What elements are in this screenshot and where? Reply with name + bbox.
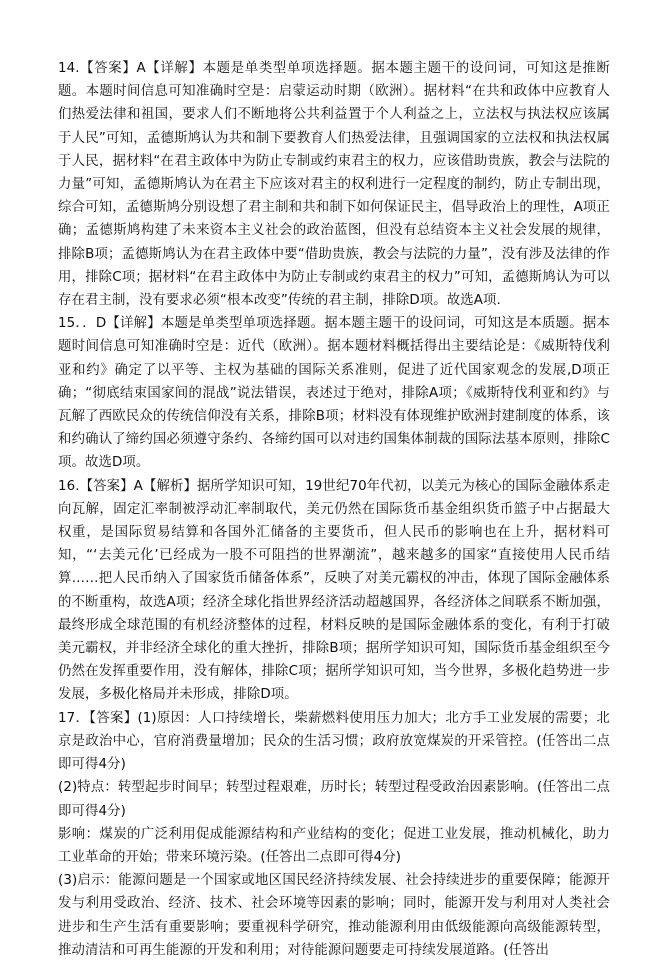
answer-17-part-1: 17．【答案】(1)原因：人口持续增长，柴薪燃料使用压力加大；北方手工业发展的需要；北京是政治中心，官府消费量增加；民众的生活习惯；政府放宽煤炭的开采管控。(任答出二点即可得4分) — [58, 710, 610, 773]
answer-17-part-3: (3)启示：能源问题是一个国家或地区国民经济持续发展、社会持续进步的重要保障；能源开发与利用受政治、经济、技术、社会环境等因素的影响；同时，能源开发与利用对人类社会进步和生产生活有重要影响；要重视科学研究，推动能源利用由低级能源向高级能源转型，推动清洁和可再生能源的开发和利用；对待能源问题要走可持续发展道路。(任答出 — [58, 873, 610, 958]
answer-16: 16.【答案】A【解析】据所学知识可知，19世纪70年代初，以美元为核心的国际金融体系走向瓦解，固定汇率制被浮动汇率制取代，美元仍然在国际货币基金组织货币篮子中占据最大权重，是国际贸易结算和各国外汇储备的主要货币，但人民币的影响也在上升，据材料可知，“‘去美元化’已经成为一股不可阻挡的世界潮流”，越来越多的国家“直接使用人民币结算……把人民币纳入了国家货币储备体系”，反映了对美元霸权的冲击，体现了国际金融体系的不断重构，故选A项；经济全球化指世界经济活动超越国界，各经济体之间联系不断加强，最终形成全球范围的有机经济整体的过程，材料反映的是国际金融体系的变化，有利于打破美元霸权，并非经济全球化的重大挫折，排除B项；据所学知识可知，国际货币基金组织至今仍然在发挥重要作用，没有解体，排除C项；据所学知识可知，当今世界，多极化趋势进一步发展，多极化格局并未形成，排除D项。 — [58, 478, 610, 703]
answer-document — [58, 57, 610, 962]
answer-14: 14.【答案】A【详解】本题是单类型单项选择题。据本题主题干的设问词，可知这是推断题。本题时间信息可知准确时空是：启蒙运动时期（欧洲）。据材料“在共和政体中应教育人们热爱法律和祖国，要求人们不断地将公共利益置于个人利益之上，立法权与执法权应该属于人民”可知，孟德斯鸠认为共和制下要教育人们热爱法律，且强调国家的立法权和执法权属于人民，据材料“在君主政体中为防止专制或约束君主的权力，应该借助贵族，教会与法院的力量”可知，孟德斯鸠认为在君主下应该对君主的权利进行一定程度的制约，防止专制出现，综合可知，孟德斯鸠分别设想了君主制和共和制下如何保证民主，倡导政治上的理性，A项正确；孟德斯鸠构建了未来资本主义社会的政治蓝图，但没有总结资本主义社会发展的规律，排除B项；孟德斯鸠认为在君主政体中要“借助贵族，教会与法院的力量”，没有涉及法律的作用，排除C项；据材料“在君主政体中为防止专制或约束君主的权力”可知，孟德斯鸠认为可以存在君主制，没有要求必须“根本改变”传统的君主制，排除D项。故选A项. — [58, 61, 610, 309]
answer-15: 15．．D【详解】本题是单类型单项选择题。据本题主题干的设问词，可知这是本质题。据本题时间信息可知准确时空是：近代（欧洲）。据本题材料概括得出主要结论是：《威斯特伐利亚和约》确定了以平等、主权为基础的国际关系准则，促进了近代国家观念的发展,D项正确；“彻底结束国家间的混战”说法错误，表述过于绝对，排除A项；《威斯特伐利亚和约》与瓦解了西欧民众的传统信仰没有关系，排除B项；材料没有体现维护欧洲封建制度的体系，该和约确认了缔约国必须遵守条约、各缔约国可以对违约国集体制裁的国际法基本原则，排除C项。故选D项。 — [58, 316, 610, 471]
answer-17-part-2-features: (2)特点：转型起步时间早；转型过程艰难，历时长；转型过程受政治因素影响。(任答出二点即可得4分) — [58, 780, 610, 819]
answer-17-part-2-impact: 影响：煤炭的广泛利用促成能源结构和产业结构的变化；促进工业发展，推动机械化，助力工业革命的开始；带来环境污染。(任答出二点即可得4分) — [58, 826, 610, 865]
